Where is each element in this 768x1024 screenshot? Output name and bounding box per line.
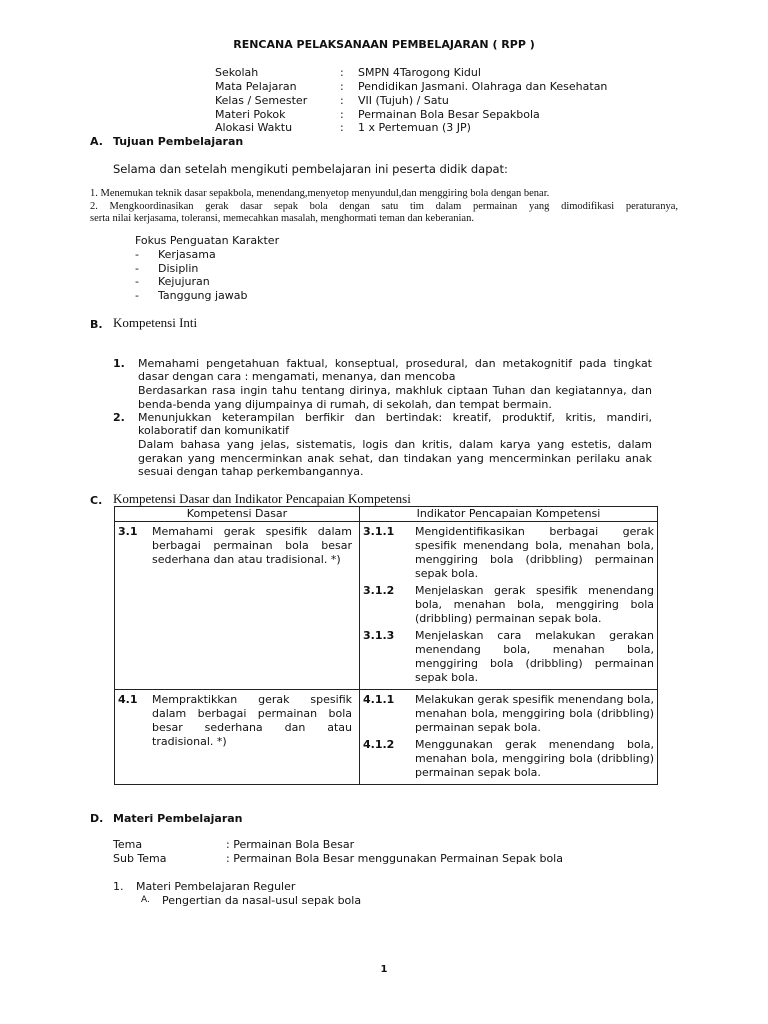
- identity-sep: :: [340, 121, 344, 134]
- indicator-text: Mengidentifikasikan berbagai gerak spesifik menendang bola, menahan bola, menggiring bola (dribbling) permainan sepak bola.: [415, 525, 654, 580]
- table-header-kd: Kompetensi Dasar: [115, 507, 360, 522]
- fokus-item: Kejujuran: [158, 275, 210, 288]
- objective-1: 1. Menemukan teknik dasar sepakbola, menendang,menyetop menyundul,dan menggiring bola dengan benar.: [90, 188, 550, 199]
- kd-cell: [115, 522, 360, 690]
- kd-text: Mempraktikkan gerak spesifik dalam berbagai permainan bola besar sederhana dan atau tradisional. *): [152, 693, 352, 748]
- indicator-number: 4.1.1: [363, 693, 395, 706]
- indicator-text: Menggunakan gerak menendang bola, menahan bola, menggiring bola (dribbling) permainan sepak bola.: [415, 738, 654, 779]
- objective-2-line-2: serta nilai kerjasama, toleransi, memecahkan masalah, menghormati teman dan keberanian.: [90, 213, 474, 224]
- indicator-text: Menjelaskan gerak spesifik menendang bola, menahan bola, menggiring bola (dribbling) permainan sepak bola.: [415, 584, 654, 625]
- ki-2b-line-2: gerakan yang mencerminkan anak sehat, dan tindakan yang mencerminkan perilaku anak: [138, 452, 652, 465]
- section-b-letter: B.: [90, 318, 103, 331]
- identity-value-class: VII (Tujuh) / Satu: [358, 94, 449, 107]
- indicator-number: 3.1.2: [363, 584, 395, 597]
- identity-sep: :: [340, 66, 344, 79]
- identity-value-topic: Permainan Bola Besar Sepakbola: [358, 108, 540, 121]
- list-dash: -: [135, 275, 139, 288]
- section-c-letter: C.: [90, 494, 103, 507]
- ki-1-line-2: dasar dengan cara : mengamati, menanya, dan mencoba: [138, 370, 456, 383]
- indicator-cell: [360, 522, 658, 690]
- table-row: [115, 522, 658, 690]
- indicator-cell: [360, 690, 658, 785]
- identity-label-topic: Materi Pokok: [215, 108, 286, 121]
- list-dash: -: [135, 289, 139, 302]
- indicator-item: [363, 629, 654, 685]
- identity-sep: :: [340, 80, 344, 93]
- table-header-row: [115, 507, 658, 522]
- kd-number: 3.1: [118, 525, 138, 538]
- ki-2-line-1: Menunjukkan keterampilan berfikir dan bertindak: kreatif, produktif, kritis, mandiri,: [138, 411, 652, 424]
- ki-2b-line-3: sesuai dengan tahap perkembangannya.: [138, 465, 364, 478]
- section-a-heading: Tujuan Pembelajaran: [113, 135, 244, 148]
- material-a-label: Pengertian da nasal-usul sepak bola: [162, 894, 362, 907]
- identity-label-school: Sekolah: [215, 66, 259, 79]
- ki-2b-line-1: Dalam bahasa yang jelas, sistematis, logis dan kritis, dalam karya yang estetis, dalam: [138, 438, 652, 451]
- indicator-item: [363, 693, 654, 735]
- kd-number: 4.1: [118, 693, 138, 706]
- section-a-intro: Selama dan setelah mengikuti pembelajaran ini peserta didik dapat:: [113, 162, 508, 176]
- fokus-heading: Fokus Penguatan Karakter: [135, 234, 280, 247]
- objective-2-line-1: 2. Mengkoordinasikan gerak dasar sepak bola dengan satu tim dalam permainan yang dimodifikasi peraturanya,: [90, 201, 678, 212]
- list-dash: -: [135, 248, 139, 261]
- competency-table: [114, 506, 658, 785]
- indicator-text: Melakukan gerak spesifik menendang bola, menahan bola, menggiring bola (dribbling) permainan sepak bola.: [415, 693, 654, 734]
- section-d-letter: D.: [90, 812, 104, 825]
- identity-value-school: SMPN 4Tarogong Kidul: [358, 66, 481, 79]
- tema-label: Tema: [113, 838, 143, 851]
- indicator-number: 3.1.3: [363, 629, 395, 642]
- table-header-indicator: Indikator Pencapaian Kompetensi: [360, 507, 658, 522]
- kd-text: Memahami gerak spesifik dalam berbagai permainan bola besar sederhana dan atau tradisional. *): [152, 525, 352, 566]
- identity-value-time: 1 x Pertemuan (3 JP): [358, 121, 471, 134]
- indicator-number: 3.1.1: [363, 525, 395, 538]
- indicator-number: 4.1.2: [363, 738, 395, 751]
- indicator-item: [363, 584, 654, 626]
- identity-label-class: Kelas / Semester: [215, 94, 308, 107]
- section-d-heading: Materi Pembelajaran: [113, 812, 243, 825]
- document-title: RENCANA PELAKSANAAN PEMBELAJARAN ( RPP ): [233, 38, 535, 51]
- tema-value: : Permainan Bola Besar: [226, 838, 355, 851]
- table-row: [115, 690, 658, 785]
- page-number: 1: [380, 964, 388, 975]
- kd-cell: [115, 690, 360, 785]
- fokus-item: Kerjasama: [158, 248, 216, 261]
- fokus-item: Disiplin: [158, 262, 199, 275]
- material-1-number: 1.: [113, 880, 124, 893]
- identity-label-time: Alokasi Waktu: [215, 121, 293, 134]
- indicator-item: [363, 738, 654, 780]
- identity-label-subject: Mata Pelajaran: [215, 80, 297, 93]
- section-c-heading: Kompetensi Dasar dan Indikator Pencapaian Kompetensi: [113, 491, 411, 506]
- ki-2-line-2: kolaboratif dan komunikatif: [138, 424, 289, 437]
- indicator-text: Menjelaskan cara melakukan gerakan menendang bola, menahan bola, menggiring bola (dribbling) permainan sepak bola.: [415, 629, 654, 684]
- fokus-item: Tanggung jawab: [158, 289, 248, 302]
- section-b-heading: Kompetensi Inti: [113, 315, 198, 330]
- material-a-letter: A.: [141, 895, 150, 905]
- identity-sep: :: [340, 94, 344, 107]
- ki-1b-line-2: benda-benda yang dijumpainya di rumah, di sekolah, dan tempat bermain.: [138, 398, 552, 411]
- material-1-label: Materi Pembelajaran Reguler: [136, 880, 296, 893]
- list-dash: -: [135, 262, 139, 275]
- section-a-letter: A.: [90, 135, 103, 148]
- ki-1-line-1: Memahami pengetahuan faktual, konseptual, prosedural, dan metakognitif pada tingkat: [138, 357, 652, 370]
- identity-sep: :: [340, 108, 344, 121]
- identity-value-subject: Pendidikan Jasmani. Olahraga dan Kesehatan: [358, 80, 608, 93]
- indicator-item: [363, 525, 654, 581]
- subtema-label: Sub Tema: [113, 852, 167, 865]
- ki-1b-line-1: Berdasarkan rasa ingin tahu tentang dirinya, makhluk ciptaan Tuhan dan kegiatannya, dan: [138, 384, 652, 397]
- ki-1-number: 1.: [113, 357, 125, 370]
- subtema-value: : Permainan Bola Besar menggunakan Permainan Sepak bola: [226, 852, 563, 865]
- ki-2-number: 2.: [113, 411, 125, 424]
